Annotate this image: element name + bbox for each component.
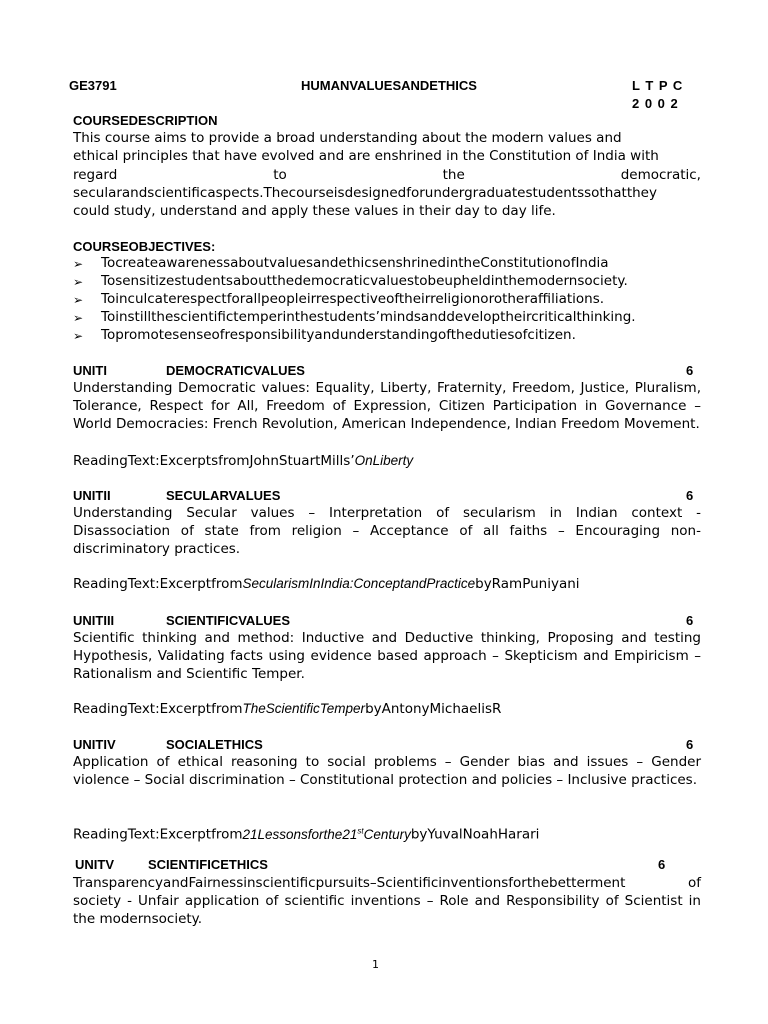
- ltpc-labels: L T P C: [632, 78, 684, 93]
- objective-item: TocreateawarenessaboutvaluesandethicsenshrinedintheConstitutionofIndia: [101, 255, 609, 271]
- unit-body: Application of ethical reasoning to social problems – Gender bias and issues – Gender violence – Social discrimination – Constitutional protection and policies – Inclusive practices.: [73, 754, 701, 788]
- unit-hours: 6: [686, 363, 694, 378]
- reading-suffix: byRamPuniyani: [475, 576, 580, 592]
- unit-body: Understanding Secular values – Interpretation of secularism in Indian context - Disassociation of state from religion – Acceptance of all faiths – Encouraging non-discriminatory practices.: [73, 505, 701, 557]
- reading-title-part: Century: [363, 826, 411, 842]
- bullet-arrow-icon: ➢: [73, 329, 84, 343]
- reading-text: [73, 576, 580, 592]
- reading-text: [73, 826, 539, 843]
- unit-number: UNITII: [73, 488, 111, 503]
- description-word: the: [442, 167, 465, 183]
- description-word: democratic,: [620, 167, 701, 183]
- course-title: HUMANVALUESANDETHICS: [301, 78, 477, 93]
- unit-body: Scientific thinking and method: Inductive and Deductive thinking, Proposing and testing Hypothesis, Validating facts using evidence based approach – Skepticism and Empiricism – Rationalism and Scientific Temper.: [73, 630, 701, 682]
- unit-hours: 6: [686, 613, 694, 628]
- description-line: could study, understand and apply these values in their day to day life.: [73, 203, 556, 219]
- objectives-heading: COURSEOBJECTIVES:: [73, 239, 216, 254]
- unit-number: UNITIII: [73, 613, 115, 628]
- unit-number: UNITI: [73, 363, 107, 378]
- reading-text: [73, 701, 501, 717]
- reading-title: OnLiberty: [354, 453, 414, 468]
- unit-hours: 6: [686, 488, 694, 503]
- unit-body: society - Unfair application of scientific inventions – Role and Responsibility of Scientist in the modernsociety.: [73, 893, 701, 927]
- reading-title: TheScientificTemper: [242, 701, 366, 716]
- unit-title: SOCIALETHICS: [166, 737, 263, 752]
- description-word: regard: [73, 167, 118, 183]
- reading-title-superscript: st: [357, 826, 364, 835]
- unit-hours: 6: [658, 857, 666, 872]
- reading-suffix: byAntonyMichaelisR: [365, 701, 502, 717]
- objective-item: Topromotesenseofresponsibilityandunderstandingofthedutiesofcitizen.: [101, 327, 576, 343]
- unit-number: UNITIV: [73, 737, 116, 752]
- unit-body-word: of: [688, 875, 702, 891]
- reading-text: [73, 453, 413, 469]
- description-line: [73, 167, 701, 183]
- unit-title: SECULARVALUES: [166, 488, 281, 503]
- ltpc-values: 2 0 0 2: [632, 96, 679, 111]
- description-line: secularandscientificaspects.Thecourseisdesignedforundergraduatestudentssothatthey: [73, 185, 657, 201]
- reading-prefix: ReadingText:Excerptfrom: [73, 701, 243, 717]
- unit-title: SCIENTIFICETHICS: [148, 857, 268, 872]
- reading-suffix: byYuvalNoahHarari: [410, 826, 540, 843]
- unit-number: UNITV: [75, 857, 114, 872]
- objective-item: Toinstillthescientifictemperinthestudents’mindsanddeveloptheircriticalthinking.: [101, 309, 636, 325]
- reading-prefix: ReadingText:Excerptfrom: [73, 576, 243, 592]
- unit-title: DEMOCRATICVALUES: [166, 363, 305, 378]
- page-number: 1: [372, 958, 379, 971]
- bullet-arrow-icon: ➢: [73, 257, 84, 271]
- unit-body: Understanding Democratic values: Equality, Liberty, Fraternity, Freedom, Justice, Pluralism, Tolerance, Respect for All, Freedom of Expression, Citizen Participation in Governance – World Democracies: French Revolution, American Independence, Indian Freedom Movement.: [73, 380, 701, 432]
- reading-title: SecularismInIndia:ConceptandPractice: [242, 576, 476, 591]
- unit-body-line: TransparencyandFairnessinscientificpursuits–Scientificinventionsforthebetterment: [73, 875, 626, 891]
- bullet-arrow-icon: ➢: [73, 275, 84, 289]
- description-word: to: [273, 167, 287, 183]
- unit-title: SCIENTIFICVALUES: [166, 613, 290, 628]
- description-line: ethical principles that have evolved and are enshrined in the Constitution of India with: [73, 148, 659, 164]
- reading-title: [243, 827, 411, 842]
- objective-item: Tosensitizestudentsaboutthedemocraticvaluestobeupheldinthemodernsociety.: [101, 273, 628, 289]
- reading-prefix: ReadingText:Excerptfrom: [73, 826, 243, 843]
- description-heading: COURSEDESCRIPTION: [73, 113, 218, 128]
- reading-prefix: ReadingText:ExcerptsfromJohnStuartMills’: [73, 453, 355, 469]
- objective-item: Toinculcaterespectforallpeopleirrespectiveoftheirreligionorotheraffiliations.: [101, 291, 605, 307]
- reading-title-part: 21Lessonsforthe21: [242, 826, 358, 842]
- bullet-arrow-icon: ➢: [73, 293, 84, 307]
- description-line: This course aims to provide a broad understanding about the modern values and: [73, 130, 622, 146]
- unit-hours: 6: [686, 737, 694, 752]
- bullet-arrow-icon: ➢: [73, 311, 84, 325]
- course-code: GE3791: [69, 78, 117, 93]
